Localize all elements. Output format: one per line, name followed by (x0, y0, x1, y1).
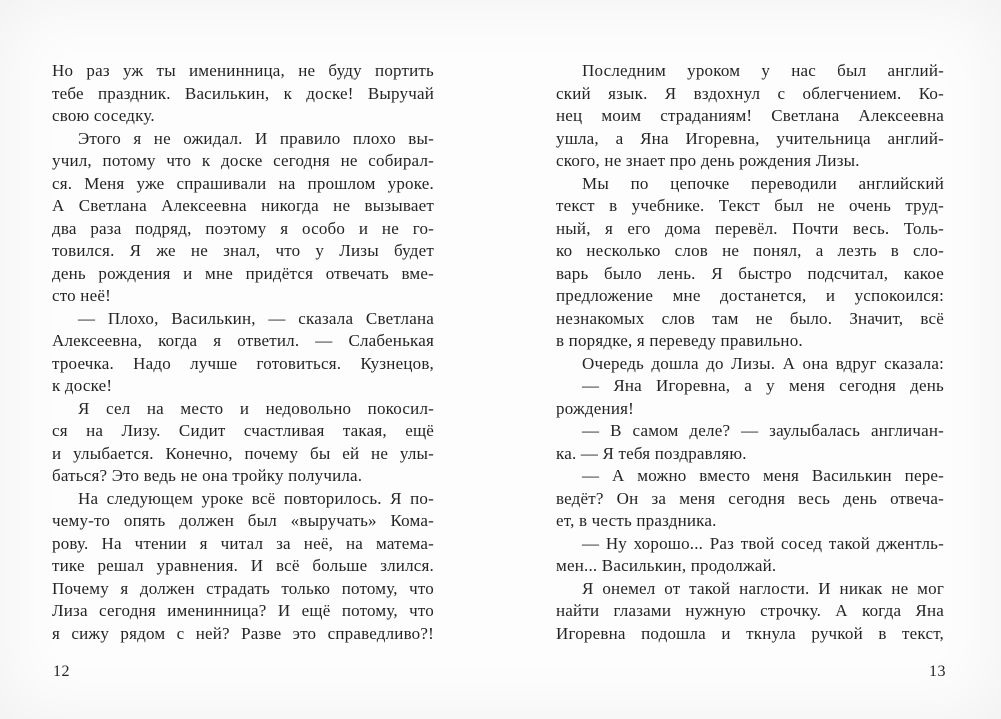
text-line: — В самом деле? — заулыбалась англичан- (582, 421, 944, 440)
text-line: тике решал уравнения. И всё больше злился. (52, 556, 434, 575)
text-line: два раза подряд, поэтому я особо и не го- (52, 218, 434, 238)
text-line: Этого я не ожидал. И правило плохо вы- (78, 128, 434, 148)
text-line: На следующем уроке всё повторилось. Я по- (78, 488, 434, 508)
text-line: Я онемел от такой наглости. И никак не мог (582, 578, 944, 598)
text-line: в порядке, я переведу правильно. (556, 331, 803, 350)
text-line: — Ну хорошо... Раз твой сосед такой джентль- (582, 533, 944, 553)
text-line: нец моим страданиям! Светлана Алексеевна (556, 106, 944, 125)
text-line: А Светлана Алексеевна никогда не вызывает (52, 196, 434, 215)
text-line: Мы по цепочке переводили английский (582, 173, 944, 193)
text-line: предложение мне достанется, и успокоился: (556, 286, 944, 305)
text-line: найти глазами нужную строчку. А когда Яна (556, 601, 944, 620)
text-line: и улыбается. Конечно, почему бы ей не улы- (52, 443, 434, 463)
text-line: варь было лень. Я быстро подсчитал, какое (556, 263, 944, 283)
text-line: товился. Я же не знал, что у Лизы будет (52, 241, 434, 260)
text-line: Но раз уж ты именинница, не буду портить (52, 61, 434, 80)
text-line: Лиза сегодня именинница? И ещё потому, что (52, 601, 434, 620)
text-line: троечка. Надо лучше готовиться. Кузнецов, (52, 353, 434, 373)
text-line: текст в учебнике. Текст был не очень труд- (556, 196, 944, 215)
text-line: ведёт? Он за меня сегодня весь день отвеча- (556, 488, 944, 508)
text-line: тебе праздник. Василькин, к доске! Выручай (52, 83, 434, 103)
page-right-text (556, 60, 944, 645)
text-line: ся. Меня уже спрашивали на прошлом уроке. (52, 173, 434, 193)
text-line: ского, не знает про день рождения Лизы. (556, 151, 860, 170)
page-left-text (52, 60, 434, 645)
text-line: — А можно вместо меня Василькин пере- (582, 466, 944, 485)
text-line: Последним уроком у нас был англий- (582, 61, 944, 80)
text-line: Алексеевна, когда я ответил. — Слабенькая (52, 331, 434, 350)
text-line: сто неё! (52, 286, 111, 305)
text-line: Игоревна подошла и ткнула ручкой в текст, (556, 623, 944, 643)
text-line: день рождения и мне придётся отвечать вме- (52, 263, 434, 283)
text-line: — Яна Игоревна, а у меня сегодня день (582, 376, 944, 395)
text-line: незнакомых слов там не было. Значит, всё (556, 308, 944, 328)
text-line: ский язык. Я вздохнул с облегчением. Ко- (556, 83, 944, 103)
text-line: свою соседку. (52, 106, 155, 125)
text-line: — Плохо, Василькин, — сказала Светлана (78, 308, 434, 328)
text-line: к доске! (52, 376, 113, 395)
page-number-right: 13 (929, 663, 946, 680)
text-line: ный, я его дома перевёл. Почти весь. Толь- (556, 218, 944, 238)
text-line: ся на Лизу. Сидит счастливая такая, ещё (52, 421, 434, 440)
text-line: чему-то опять должен был «выручать» Кома- (52, 511, 434, 530)
text-line: учил, потому что к доске сегодня не собирал- (52, 151, 434, 170)
text-line: рождения! (556, 398, 634, 418)
text-line: ко несколько слов не понял, а лезть в сло- (556, 241, 944, 260)
page-number-left: 12 (53, 663, 70, 680)
text-line: баться? Это ведь не она тройку получила. (52, 466, 363, 485)
text-line: я сижу рядом с ней? Разве это справедливо?! (52, 623, 434, 643)
text-line: Я сел на место и недовольно покосил- (78, 398, 434, 418)
text-line: Почему я должен страдать только потому, что (52, 578, 434, 598)
text-line: ушла, а Яна Игоревна, учительница англий- (556, 128, 944, 148)
text-line: мен... Василькин, продолжай. (556, 556, 777, 575)
text-line: ет, в честь праздника. (556, 511, 717, 530)
text-line: рову. На чтении я читал за неё, на матема- (52, 533, 434, 553)
text-line: Очередь дошла до Лизы. А она вдруг сказала: (582, 353, 944, 373)
text-line: ка. — Я тебя поздравляю. (556, 443, 747, 463)
